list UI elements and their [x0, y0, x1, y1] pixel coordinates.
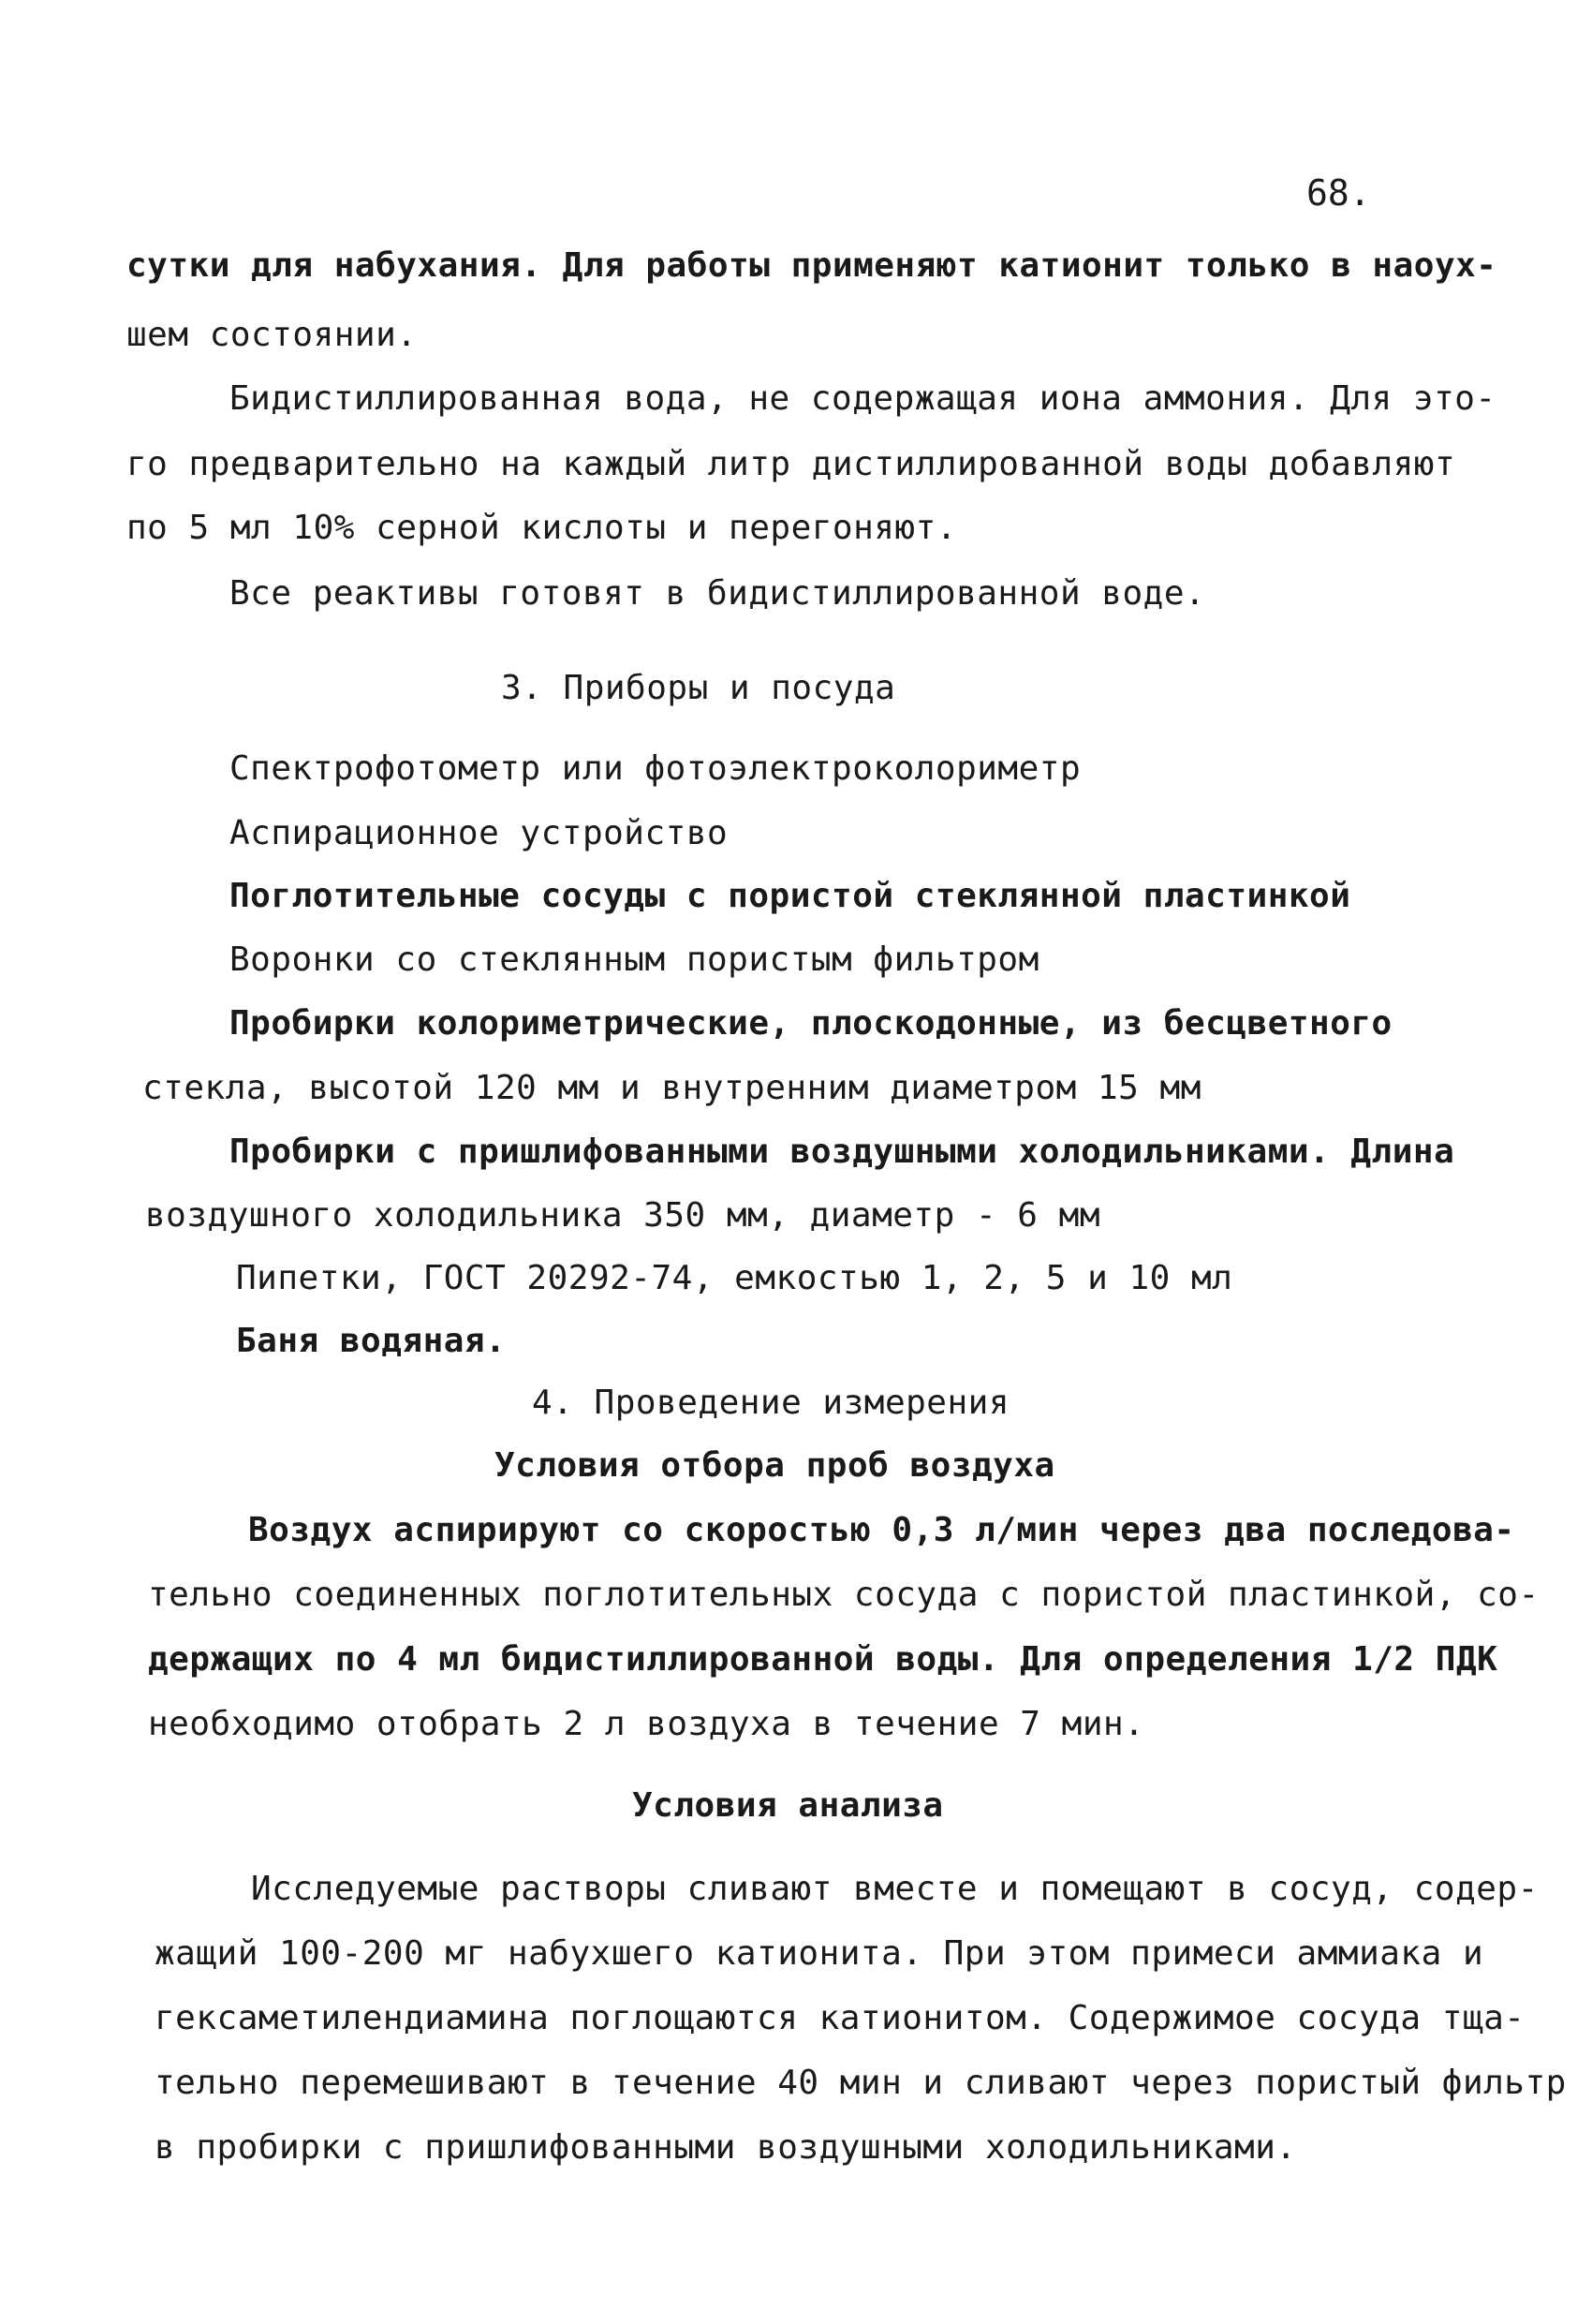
sampling-line-3: держащих по 4 мл бидистиллированной воды. Для определения 1/2 ПДК: [148, 1640, 1498, 1679]
intro-line-2: шем состоянии.: [126, 316, 418, 354]
sampling-line-1: Воздух аспирируют со скоростью 0,3 л/мин через два последова-: [248, 1511, 1515, 1549]
analysis-line-4: тельно перемешивают в течение 40 мин и сливают через пористый фильтр: [155, 2064, 1567, 2102]
equipment-pipettes: Пипетки, ГОСТ 20292-74, емкостью 1, 2, 5 и 10 мл: [236, 1259, 1233, 1297]
equipment-item-funnels: Воронки со стеклянным пористым фильтром: [229, 940, 1039, 979]
equipment-tubes-line-2: стекла, высотой 120 мм и внутренним диаметром 15 мм: [142, 1069, 1201, 1107]
equipment-condenser-line-2: воздушного холодильника 350 мм, диаметр - 6 мм: [145, 1196, 1100, 1235]
analysis-line-2: жащий 100-200 мг набухшего катионита. При этом примеси аммиака и: [155, 1934, 1484, 1973]
analysis-heading: Условия анализа: [632, 1786, 944, 1825]
section-3-heading: 3. Приборы и посуда: [501, 669, 896, 707]
water-line-2: го предварительно на каждый литр дистиллированной воды добавляют: [126, 445, 1456, 483]
sampling-heading: Условия отбора проб воздуха: [494, 1446, 1055, 1485]
equipment-tubes-line-1: Пробирки колориметрические, плоскодонные, из бесцветного: [229, 1004, 1393, 1043]
section-4-heading: 4. Проведение измерения: [532, 1384, 1010, 1422]
equipment-item-spectrophotometer: Спектрофотометр или фотоэлектроколориметр: [229, 749, 1082, 788]
analysis-line-1: Исследуемые растворы сливают вместе и помещают в сосуд, содер-: [251, 1870, 1539, 1908]
equipment-water-bath: Баня водяная.: [236, 1322, 507, 1360]
equipment-item-aspirator: Аспирационное устройство: [229, 814, 729, 852]
sampling-line-2: тельно соединенных поглотительных сосуда с пористой пластинкой, со-: [148, 1576, 1540, 1614]
water-line-3: по 5 мл 10% серной кислоты и перегоняют.: [126, 509, 957, 547]
intro-line-1: сутки для набухания. Для работы применяют катионит только в наоух-: [126, 246, 1497, 285]
page-number: 68.: [1306, 172, 1371, 214]
water-line-1: Бидистиллированная вода, не содержащая иона аммония. Для это-: [229, 379, 1496, 418]
equipment-item-absorbers: Поглотительные сосуды с пористой стеклянной пластинкой: [229, 877, 1351, 915]
analysis-line-3: гексаметилендиамина поглощаются катионитом. Содержимое сосуда тща-: [155, 1999, 1526, 2037]
sampling-line-4: необходимо отобрать 2 л воздуха в течение 7 мин.: [148, 1705, 1145, 1743]
reagents-note: Все реактивы готовят в бидистиллированной воде.: [229, 574, 1206, 613]
analysis-line-5: в пробирки с пришлифованными воздушными холодильниками.: [155, 2128, 1297, 2167]
equipment-condenser-line-1: Пробирки с пришлифованными воздушными холодильниками. Длина: [229, 1132, 1455, 1171]
